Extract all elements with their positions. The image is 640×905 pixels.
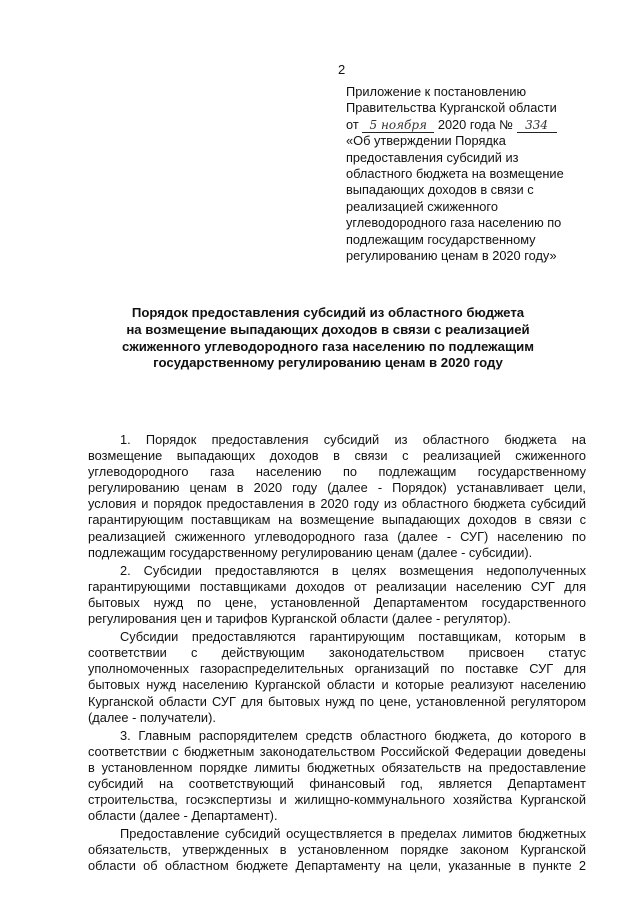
appendix-date-line bbox=[346, 117, 606, 133]
paragraph-line: 3. Главным распорядителем средств областного бюджета, до которого в bbox=[120, 727, 586, 743]
subject-line-6: углеводородного газа населению по bbox=[346, 215, 562, 231]
paragraph-line: регулированию ценам в 2020 году (далее - Порядок) устанавливает цели, bbox=[88, 480, 586, 496]
paragraph-line: гарантирующими поставщиками доходов от реализации населению СУГ для bbox=[88, 578, 586, 594]
paragraph-line: возмещение выпадающих доходов в связи с реализацией сжиженного bbox=[88, 448, 586, 464]
paragraph-line: 2. Субсидии предоставляются в целях возмещения недополученных bbox=[120, 562, 586, 578]
paragraph-5 bbox=[88, 826, 586, 874]
appendix-line-2: Правительства Курганской области bbox=[346, 100, 557, 116]
subject-line-2: предоставления субсидий из bbox=[346, 149, 519, 165]
document-body bbox=[88, 432, 586, 877]
year-text: 2020 года № bbox=[437, 116, 513, 132]
title-line-1: Порядок предоставления субсидий из областного бюджета bbox=[131, 305, 525, 320]
subject-line-3: областного бюджета на возмещение bbox=[346, 166, 564, 182]
paragraph-line: соответствии с действующим законодательством присвоен статус bbox=[88, 645, 586, 661]
paragraph-line: (далее - получатели). bbox=[88, 709, 216, 725]
paragraph-line: уполномоченных газораспределительных организаций по поставке СУГ для bbox=[88, 661, 586, 677]
paragraph-line: подлежащим государственному регулированию ценам (далее - субсидии). bbox=[88, 544, 533, 560]
title-line-4: государственному регулированию ценам в 2020 году bbox=[153, 355, 503, 371]
handwritten-date: 5 ноября bbox=[362, 118, 434, 133]
paragraph-line: обязательств, утвержденных в установленном порядке законом Курганской bbox=[88, 842, 586, 858]
subject-line-7: подлежащим государственному bbox=[346, 231, 536, 247]
paragraph-line: 1. Порядок предоставления субсидий из областного бюджета на bbox=[120, 432, 586, 447]
paragraph-2 bbox=[88, 563, 586, 627]
date-prefix: от bbox=[346, 116, 359, 132]
appendix-line-1: Приложение к постановлению bbox=[346, 84, 527, 99]
appendix-block bbox=[346, 84, 606, 264]
title-line-3: сжиженного углеводородного газа населению по подлежащим bbox=[122, 338, 534, 354]
paragraph-line: реализацией сжиженного углеводородного газа (далее - СУГ) населению по bbox=[88, 528, 586, 544]
paragraph-line: гарантирующим поставщикам на возмещение выпадающих доходов в связи с bbox=[88, 512, 586, 528]
paragraph-line: области об областном бюджете Департаменту на цели, указанные в пункте 2 bbox=[88, 858, 586, 874]
paragraph-line: бытовых нужд населению Курганской области и которые реализуют населению bbox=[88, 677, 586, 693]
document-title bbox=[80, 305, 576, 372]
paragraph-line: условия и порядок предоставления в 2020 году из областного бюджета субсидий bbox=[88, 496, 586, 512]
paragraph-line: углеводородного газа населению по подлежащим государственному bbox=[88, 464, 586, 480]
paragraph-line: субсидий на соответствующий финансовый год, является Департамент bbox=[88, 775, 586, 791]
paragraph-3 bbox=[88, 629, 586, 726]
paragraph-line: Субсидии предоставляются гарантирующим поставщикам, которым в bbox=[120, 629, 586, 645]
subject-line-4: выпадающих доходов в связи с bbox=[346, 182, 534, 198]
paragraph-line: бытовых нужд по цене, установленной Департаментом государственного bbox=[88, 594, 586, 610]
subject-line-1: «Об утверждении Порядка bbox=[346, 133, 506, 149]
page-number: 2 bbox=[338, 62, 346, 77]
paragraph-line: регулирования цен и тарифов Курганской области (далее - регулятор). bbox=[88, 611, 511, 627]
paragraph-line: в установленном порядке лимиты бюджетных обязательств на предоставление bbox=[88, 759, 586, 775]
paragraph-line: соответствии с бюджетным законодательством Российской Федерации доведены bbox=[88, 743, 586, 759]
paragraph-line: строительства, госэкспертизы и жилищно-коммунального хозяйства Курганской bbox=[88, 792, 586, 808]
paragraph-line: Предоставление субсидий осуществляется в пределах лимитов бюджетных bbox=[120, 826, 586, 842]
handwritten-number: 334 bbox=[517, 118, 557, 133]
subject-line-5: реализацией сжиженного bbox=[346, 198, 498, 214]
paragraph-line: области (далее - Департамент). bbox=[88, 808, 278, 824]
subject-line-8: регулированию ценам в 2020 году» bbox=[346, 248, 557, 264]
paragraph-1 bbox=[88, 432, 586, 561]
paragraph-4 bbox=[88, 728, 586, 825]
paragraph-line: Курганской области СУГ для бытовых нужд по цене, установленной регулятором bbox=[88, 693, 586, 709]
title-line-2: на возмещение выпадающих доходов в связи с реализацией bbox=[126, 321, 530, 337]
